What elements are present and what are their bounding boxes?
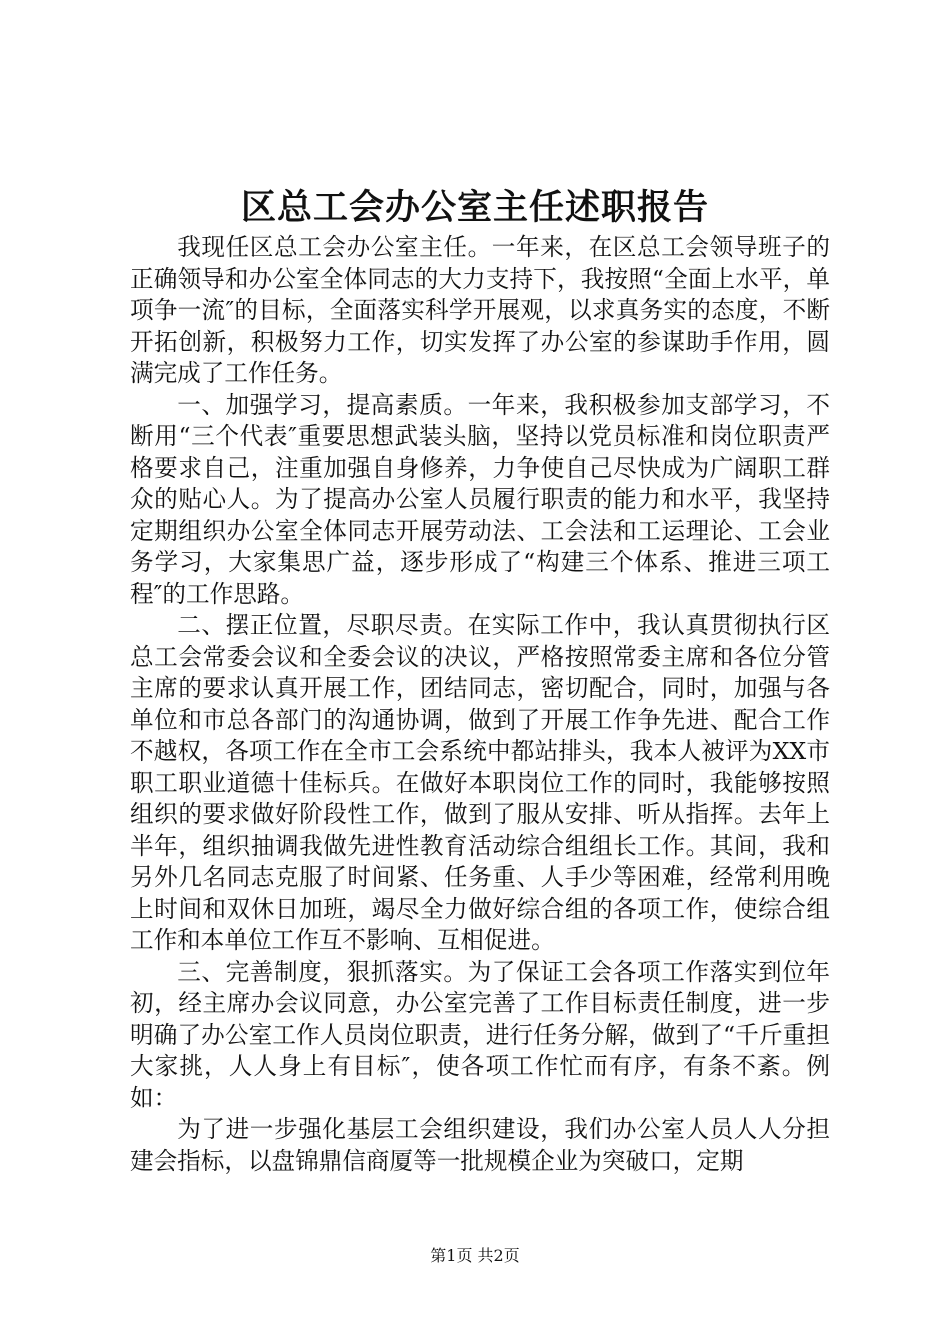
paragraph-intro: 我现任区总工会办公室主任。一年来，在区总工会领导班子的正确领导和办公室全体同志的大力支持下，我按照“全面上水平，单项争一流″的目标，全面落实科学开展观，以求真务实的态度，不断开拓创新，积极努力工作，切实发挥了办公室的参谋助手作用，圆满完成了工作任务。	[130, 233, 830, 387]
paragraph-section-1: 一、加强学习，提高素质。一年来，我积极参加支部学习，不断用“三个代表″重要思想武装头脑，坚持以党员标准和岗位职责严格要求自己，注重加强自身修养，力争使自己尽快成为广阔职工群众的贴心人。为了提高办公室人员履行职责的能力和水平，我坚持定期组织办公室全体同志开展劳动法、工会法和工运理论、工会业务学习，大家集思广益，逐步形成了“构建三个体系、推进三项工程″的工作思路。	[130, 390, 830, 608]
paragraph-example: 为了进一步强化基层工会组织建设，我们办公室人员人人分担建会指标，以盘锦鼎信商厦等一批规模企业为突破口，定期	[130, 1115, 830, 1175]
paragraph-section-2: 二、摆正位置，尽职尽责。在实际工作中，我认真贯彻执行区总工会常委会议和全委会议的决议，严格按照常委主席和各位分管主席的要求认真开展工作，团结同志，密切配合，同时，加强与各单位和市总各部门的沟通协调，做到了开展工作争先进、配合工作不越权，各项工作在全市工会系统中都站排头，我本人被评为XX市职工职业道德十佳标兵。在做好本职岗位工作的同时，我能够按照组织的要求做好阶段性工作，做到了服从安排、听从指挥。去年上半年，组织抽调我做先进性教育活动综合组组长工作。其间，我和另外几名同志克服了时间紧、任务重、人手少等困难，经常利用晚上时间和双休日加班，竭尽全力做好综合组的各项工作，使综合组工作和本单位工作互不影响、互相促进。	[130, 611, 830, 954]
document-title: 区总工会办公室主任述职报告	[240, 187, 709, 228]
paragraph-section-3: 三、完善制度，狠抓落实。为了保证工会各项工作落实到位年初，经主席办会议同意，办公室完善了工作目标责任制度，进一步明确了办公室工作人员岗位职责，进行任务分解，做到了“千斤重担大家挑，人人身上有目标″，使各项工作忙而有序，有条不紊。例如：	[130, 957, 830, 1112]
page-number-footer: 第1页 共2页	[430, 1246, 520, 1265]
document-body	[130, 232, 830, 1177]
